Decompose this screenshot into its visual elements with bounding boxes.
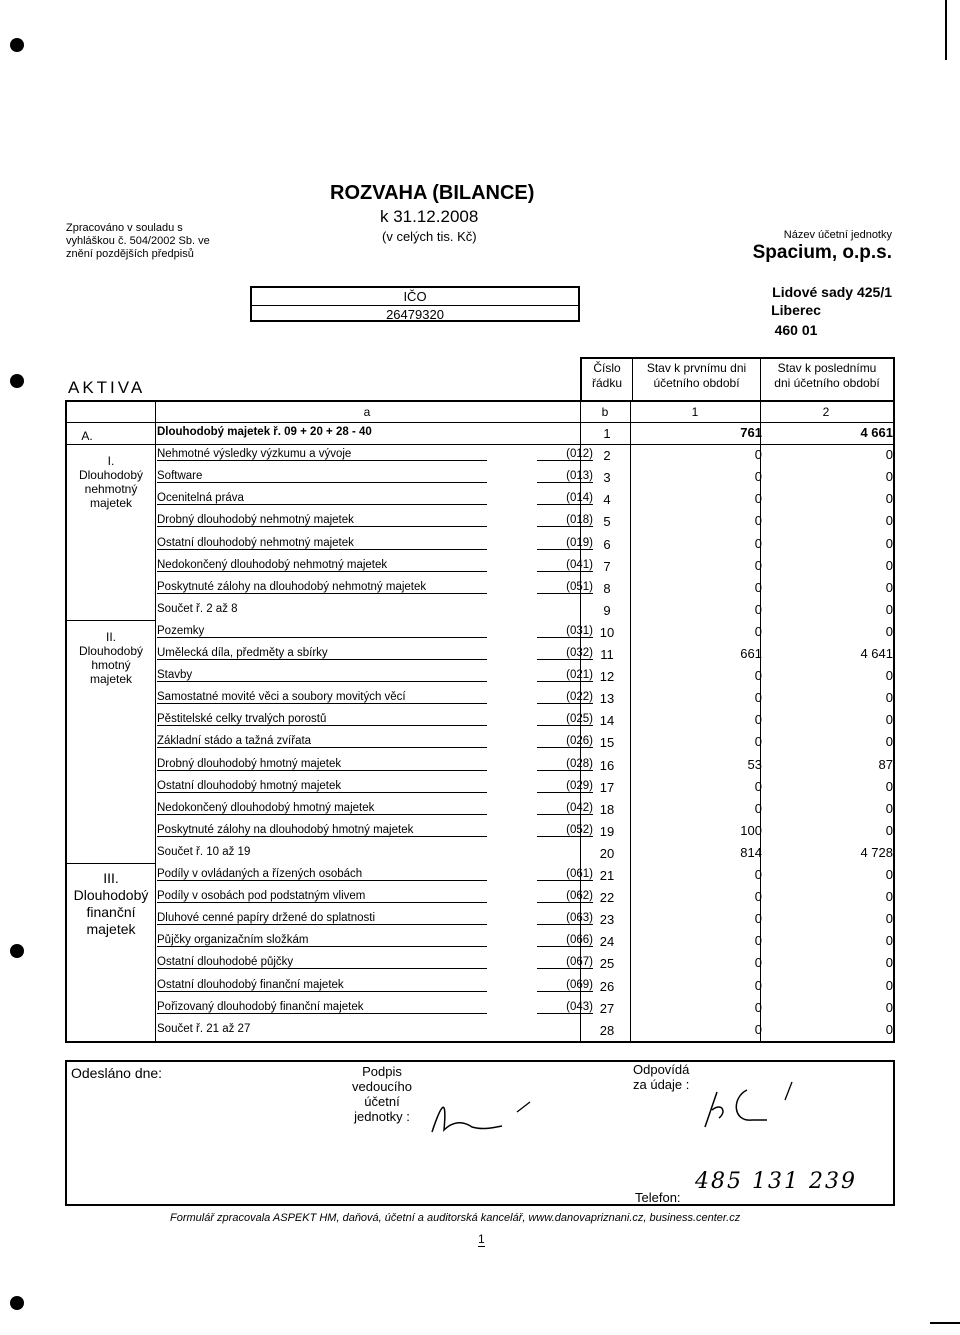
table-row: [67, 687, 893, 709]
row-number: 2: [603, 448, 611, 464]
binder-hole: [10, 1296, 24, 1310]
row-number: 4: [603, 492, 611, 508]
row-value-first: 0: [754, 800, 762, 816]
col-first-label: Stav k prvnímu dni účetního období: [646, 361, 747, 390]
aktiva-heading: AKTIVA: [68, 378, 146, 397]
row-code: (013): [537, 470, 593, 483]
table-row: [67, 444, 893, 466]
row-value-last: 0: [885, 977, 893, 993]
table-row: [67, 908, 893, 930]
row-value-last: 0: [885, 513, 893, 529]
row-name: Součet ř. 2 až 8: [157, 602, 238, 615]
row-code: (032): [537, 647, 593, 660]
col-last-label: Stav k poslednímu dni účetního období: [774, 361, 880, 390]
scan-border: [945, 0, 960, 60]
row-value-first: 0: [754, 601, 762, 617]
row-value-last: 0: [885, 999, 893, 1015]
row-value-last: 4 661: [860, 425, 893, 440]
row-value-first: 814: [740, 844, 762, 860]
row-number: 22: [599, 890, 615, 906]
row-value-last: 0: [885, 800, 893, 816]
row-code: (014): [537, 492, 593, 505]
row-number: 9: [603, 602, 611, 618]
row-name: Podíly v osobách pod podstatným vlivem: [157, 890, 487, 903]
table-row: [67, 842, 893, 864]
row-name: Pořizovaný dlouhodobý finanční majetek: [157, 1001, 487, 1014]
row-value-first: 0: [754, 933, 762, 949]
row-name: Základní stádo a tažná zvířata: [157, 735, 487, 748]
col-b: b: [601, 405, 609, 419]
row-value-last: 0: [885, 601, 893, 617]
row-code: (067): [537, 956, 593, 969]
row-code: (028): [537, 758, 593, 771]
row-number: 28: [599, 1022, 615, 1038]
signature-mark: [422, 1092, 542, 1142]
row-value-first: 761: [740, 425, 762, 440]
row-value-first: 0: [754, 469, 762, 485]
row-number: 15: [599, 735, 615, 751]
row-number: 12: [599, 669, 615, 685]
row-code: (031): [537, 625, 593, 638]
document-title: ROZVAHA (BILANCE): [330, 182, 535, 204]
table-row: [67, 997, 893, 1019]
row-value-last: 0: [885, 822, 893, 838]
row-value-first: 0: [754, 690, 762, 706]
table-row: [67, 665, 893, 687]
row-name: Ocenitelná práva: [157, 492, 487, 505]
row-value-first: 0: [754, 535, 762, 551]
row-value-first: 0: [754, 623, 762, 639]
col-2: 2: [822, 405, 830, 419]
row-value-first: 0: [754, 668, 762, 684]
row-code: (062): [537, 890, 593, 903]
form-credit: Formulář zpracovala ASPEKT HM, daňová, účetní a auditorská kancelář, www.danovapriznani.cz, business.center.cz: [170, 1212, 741, 1224]
row-value-first: 0: [754, 889, 762, 905]
row-value-last: 4 641: [860, 646, 893, 661]
row-code: (061): [537, 868, 593, 881]
row-value-first: 0: [754, 734, 762, 750]
table-row: [67, 886, 893, 908]
row-name: Software: [157, 470, 487, 483]
row-number: 17: [599, 779, 615, 795]
row-value-first: 0: [754, 778, 762, 794]
table-row: [67, 975, 893, 997]
column-header-box: [580, 357, 895, 402]
row-code: (052): [537, 824, 593, 837]
row-code: (029): [537, 780, 593, 793]
row-value-first: 661: [740, 646, 762, 661]
row-value-last: 0: [885, 579, 893, 595]
row-value-last: 0: [885, 889, 893, 905]
signature-box: [65, 1060, 895, 1206]
row-name: Samostatné movité věci a soubory movitých věcí: [157, 691, 487, 704]
row-name: Nedokončený dlouhodobý nehmotný majetek: [157, 559, 487, 572]
row-number: 21: [599, 868, 615, 883]
row-name: Poskytnuté zálohy na dlouhodobý nehmotný majetek: [157, 581, 487, 594]
row-name: Drobný dlouhodobý nehmotný majetek: [157, 514, 487, 527]
row-value-first: 0: [754, 977, 762, 993]
row-value-last: 0: [885, 535, 893, 551]
row-name: Ostatní dlouhodobý finanční majetek: [157, 979, 487, 992]
row-name: Ostatní dlouhodobý nehmotný majetek: [157, 537, 487, 550]
row-value-last: 0: [885, 933, 893, 949]
row-name: Poskytnuté zálohy na dlouhodobý hmotný majetek: [157, 824, 487, 837]
row-code: (018): [537, 514, 593, 527]
table-row: [67, 488, 893, 510]
row-number: 24: [599, 934, 615, 950]
row-value-first: 0: [754, 491, 762, 507]
col-num-label: Číslo řádku: [591, 361, 623, 390]
row-name: Nehmotné výsledky výzkumu a vývoje: [157, 448, 487, 461]
document-units: (v celých tis. Kč): [382, 229, 477, 244]
row-number: 1: [603, 426, 611, 441]
table-row: [67, 577, 893, 599]
table-row: [67, 709, 893, 731]
table-row: [67, 599, 893, 621]
row-name: Podíly v ovládaných a řízených osobách: [157, 868, 487, 881]
table-row: [67, 731, 893, 753]
row-value-last: 0: [885, 734, 893, 750]
row-name: Stavby: [157, 669, 487, 682]
row-value-last: 4 728: [860, 844, 893, 860]
row-number: 7: [603, 558, 611, 574]
table-row: [67, 555, 893, 577]
row-value-last: 0: [885, 690, 893, 706]
address-city: Liberec: [771, 302, 821, 318]
ico-box: [250, 286, 580, 322]
row-value-first: 0: [754, 955, 762, 971]
row-name: Pozemky: [157, 625, 487, 638]
row-value-last: 0: [885, 469, 893, 485]
row-code: (021): [537, 669, 593, 682]
table-row: [67, 798, 893, 820]
row-number: 11: [600, 647, 614, 662]
col-a: a: [363, 405, 371, 419]
row-code: (069): [537, 979, 593, 992]
row-number: 26: [599, 978, 615, 994]
row-value-first: 0: [754, 513, 762, 529]
row-number: 10: [599, 624, 615, 640]
table-row: [67, 820, 893, 842]
row-value-first: 0: [754, 579, 762, 595]
row-name: Nedokončený dlouhodobý hmotný majetek: [157, 802, 487, 815]
row-value-last: 0: [885, 491, 893, 507]
entity-label: Název účetní jednotky: [783, 229, 892, 241]
row-name: Umělecká díla, předměty a sbírky: [157, 647, 487, 660]
address-zip: 460 01: [774, 322, 818, 338]
row-code: (026): [537, 735, 593, 748]
row-value-last: 0: [885, 557, 893, 573]
scan-border: [930, 1322, 960, 1324]
table-row: [67, 776, 893, 798]
row-number: 19: [599, 823, 615, 839]
row-number: 8: [603, 580, 611, 596]
responsible-label: Odpovídá za údaje :: [633, 1062, 690, 1092]
page-number: 1: [478, 1232, 485, 1246]
row-code: (043): [537, 1001, 593, 1014]
signature-mark: [697, 1072, 807, 1132]
row-code: (012): [537, 448, 593, 461]
row-value-last: 0: [885, 447, 893, 463]
row-value-first: 0: [754, 712, 762, 728]
entity-name: Spacium, o.p.s.: [752, 242, 892, 263]
table-row: [67, 864, 893, 886]
table-row: [67, 930, 893, 952]
ico-value: 26479320: [386, 307, 444, 322]
row-number: 23: [599, 912, 615, 928]
row-value-last: 0: [885, 778, 893, 794]
col-1: 1: [691, 405, 699, 419]
row-value-last: 0: [885, 867, 893, 882]
row-value-last: 0: [885, 955, 893, 971]
section-1: I. Dlouhodobý nehmotný majetek: [78, 454, 144, 510]
binder-hole: [10, 38, 24, 52]
row-value-first: 0: [754, 911, 762, 927]
table-row: [67, 952, 893, 974]
row-value-first: 0: [754, 1021, 762, 1037]
row-code: (051): [537, 581, 593, 594]
row-number: 6: [603, 536, 611, 552]
row-number: 13: [599, 691, 615, 707]
row-code: (041): [537, 559, 593, 572]
row-name: Dlouhodobý majetek ř. 09 + 20 + 28 - 40: [157, 426, 372, 438]
table-row: [67, 621, 893, 643]
row-value-first: 53: [747, 756, 762, 772]
section-a-code: A.: [81, 429, 93, 443]
row-name: Dluhové cenné papíry držené do splatnosti: [157, 912, 487, 925]
section-2: II. Dlouhodobý hmotný majetek: [78, 630, 144, 686]
table-row: [67, 1019, 893, 1041]
table-row: [67, 510, 893, 532]
row-code: (025): [537, 713, 593, 726]
table-row: [67, 533, 893, 555]
phone-label: Telefon:: [635, 1190, 681, 1205]
row-name: Součet ř. 10 až 19: [157, 845, 251, 858]
row-value-last: 0: [885, 1021, 893, 1037]
binder-hole: [10, 374, 24, 388]
row-value-first: 0: [754, 867, 762, 882]
row-value-last: 0: [885, 712, 893, 728]
row-number: 18: [599, 801, 615, 817]
row-value-last: 87: [878, 756, 893, 772]
row-value-last: 0: [885, 668, 893, 684]
row-code: (019): [537, 537, 593, 550]
row-number: 20: [599, 845, 615, 861]
ico-label: IČO: [403, 289, 427, 304]
table-row: [67, 643, 893, 665]
table-row: [67, 422, 893, 444]
balance-table: [65, 400, 895, 1043]
row-value-first: 0: [754, 557, 762, 573]
row-number: 25: [599, 956, 615, 972]
row-value-first: 100: [740, 822, 762, 838]
row-code: (066): [537, 934, 593, 947]
sent-label: Odesláno dne:: [71, 1065, 163, 1081]
row-name: Součet ř. 21 až 27: [157, 1022, 251, 1035]
row-name: Ostatní dlouhodobý hmotný majetek: [157, 780, 487, 793]
row-number: 16: [599, 757, 615, 773]
row-code: (042): [537, 802, 593, 815]
row-value-first: 0: [754, 999, 762, 1015]
row-name: Ostatní dlouhodobé půjčky: [157, 956, 487, 969]
table-row: [67, 466, 893, 488]
row-value-last: 0: [885, 623, 893, 639]
row-code: (063): [537, 912, 593, 925]
row-value-last: 0: [885, 911, 893, 927]
row-name: Půjčky organizačním složkám: [157, 934, 487, 947]
address-street: Lidové sady 425/1: [772, 284, 892, 300]
signature-label: Podpis vedoucího účetní jednotky :: [352, 1064, 412, 1124]
section-3: III. Dlouhodobý finanční majetek: [73, 870, 149, 937]
row-code: (022): [537, 691, 593, 704]
row-number: 14: [599, 713, 615, 729]
row-number: 27: [599, 1000, 615, 1016]
row-name: Pěstitelské celky trvalých porostů: [157, 713, 487, 726]
row-number: 3: [603, 470, 611, 486]
row-name: Drobný dlouhodobý hmotný majetek: [157, 758, 487, 771]
row-value-first: 0: [754, 447, 762, 463]
table-row: [67, 754, 893, 776]
phone-value: 485 131 239: [695, 1169, 857, 1194]
binder-hole: [10, 944, 24, 958]
compliance-note: Zpracováno v souladu s vyhláškou č. 504/2002 Sb. ve znění pozdějších předpisů: [66, 222, 210, 260]
document-date: k 31.12.2008: [380, 207, 479, 226]
row-number: 5: [603, 514, 611, 530]
